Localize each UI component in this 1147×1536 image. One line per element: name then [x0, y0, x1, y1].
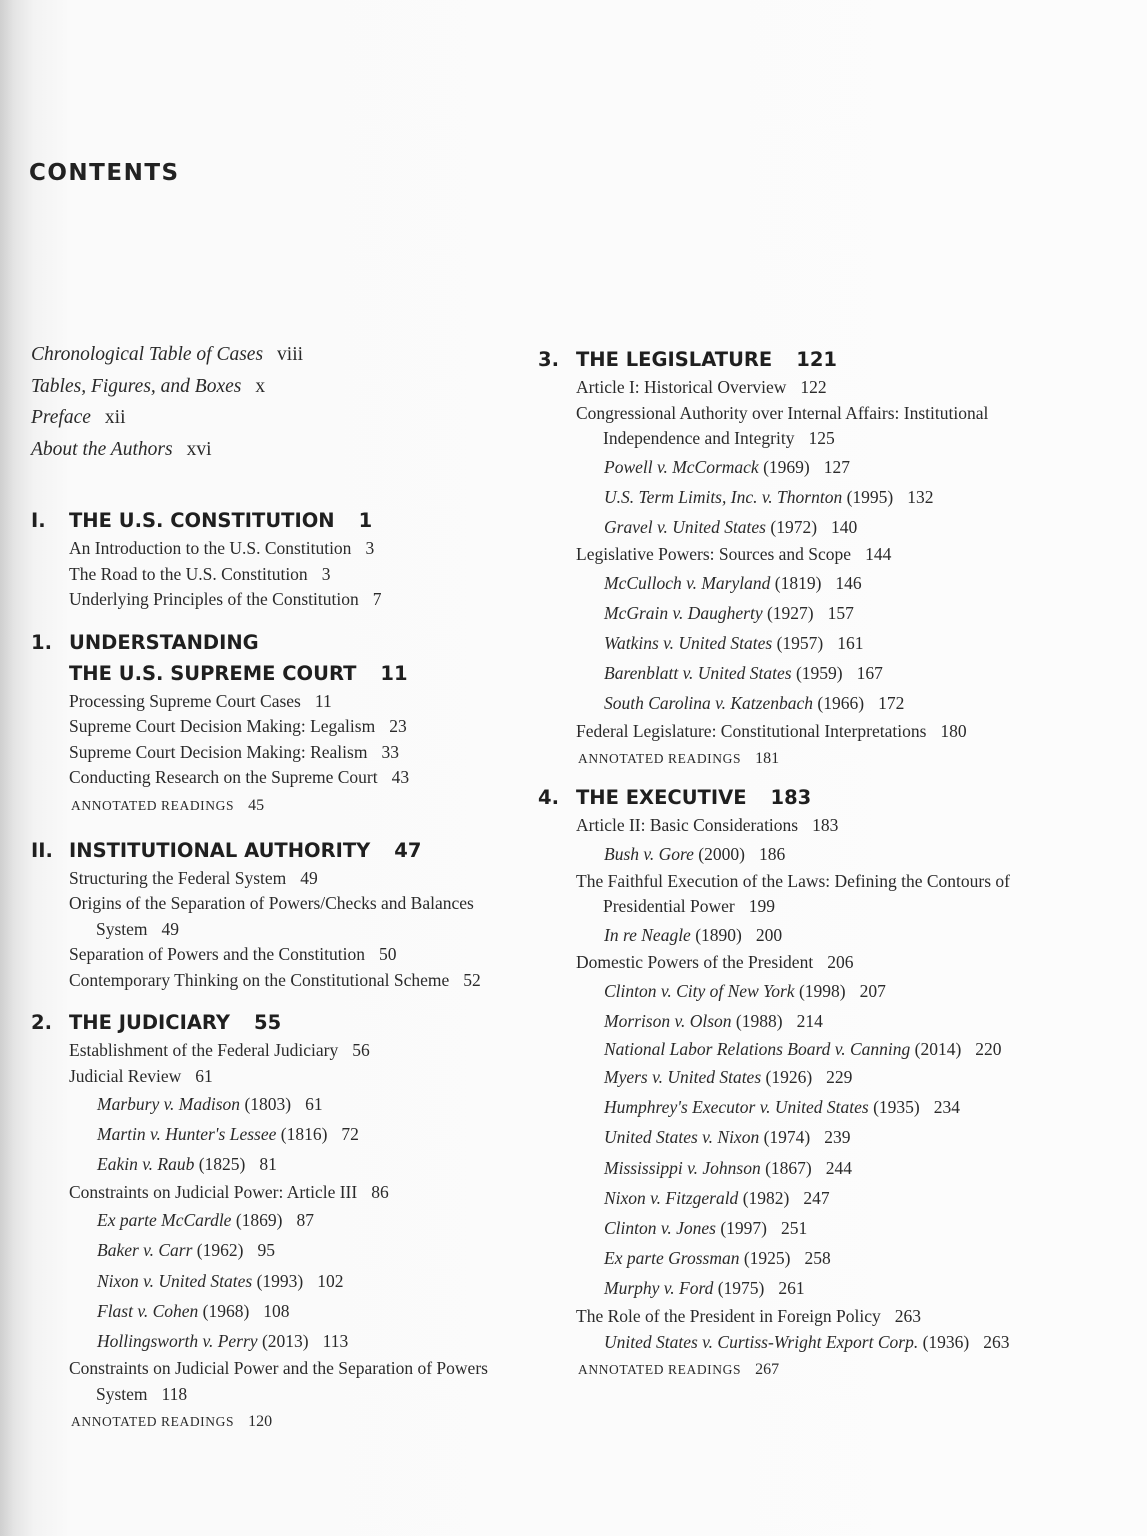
- page-number: 146: [835, 572, 862, 593]
- page-number: 45: [248, 796, 265, 814]
- case-name: Clinton v. City of New York: [604, 980, 795, 1001]
- toc-right-column: [538, 344, 1038, 1385]
- case-name: Gravel v. United States: [604, 516, 766, 537]
- toc-entry: [538, 375, 1038, 401]
- case-entry: [31, 1119, 521, 1149]
- page-number: 199: [748, 896, 775, 917]
- case-entry: [31, 1089, 521, 1119]
- case-year: (2013): [261, 1330, 309, 1351]
- case-entry: [538, 1006, 1038, 1036]
- toc-entry: [31, 562, 521, 588]
- entry-label: The Role of the President in Foreign Policy: [576, 1305, 881, 1326]
- case-name: Mississippi v. Johnson: [604, 1157, 761, 1178]
- page-number: 11: [380, 661, 408, 685]
- case-year: (2014): [914, 1038, 962, 1059]
- case-name: In re Neagle: [604, 924, 691, 945]
- case-year: (2000): [698, 843, 745, 864]
- toc-entry: [31, 891, 521, 942]
- entry-label: The Road to the U.S. Constitution: [69, 563, 308, 584]
- page-number: 86: [371, 1181, 389, 1202]
- part-II-section: [31, 835, 521, 994]
- page-number: 55: [254, 1011, 282, 1034]
- case-entry: [538, 1183, 1038, 1213]
- toc-entry: [31, 536, 521, 562]
- case-name: Barenblatt v. United States: [604, 663, 792, 684]
- page-number: 113: [322, 1330, 349, 1351]
- chapter-1-section: [31, 627, 521, 821]
- section-heading: [31, 505, 521, 536]
- case-name: Baker v. Carr: [97, 1240, 193, 1261]
- annotated-label: ANNOTATED READINGS: [578, 1362, 742, 1378]
- toc-entry: [31, 1038, 521, 1064]
- toc-entry: [31, 714, 521, 740]
- case-year: (1995): [846, 486, 894, 507]
- page-number: 144: [865, 544, 892, 565]
- case-year: (1997): [720, 1217, 767, 1238]
- page-number: viii: [277, 344, 304, 365]
- toc-entry: [538, 542, 1038, 568]
- case-year: (1993): [256, 1270, 304, 1291]
- case-year: (1966): [817, 693, 865, 714]
- toc-entry: [538, 869, 1038, 920]
- page-number: 244: [825, 1157, 852, 1178]
- section-number: 4.: [538, 786, 559, 810]
- page-number: 125: [808, 428, 835, 448]
- toc-entry: [31, 968, 521, 994]
- case-name: Murphy v. Ford: [604, 1278, 714, 1299]
- case-entry: [538, 688, 1038, 718]
- case-year: (1969): [763, 456, 810, 477]
- page-number: 120: [248, 1413, 273, 1431]
- case-name: Martin v. Hunter's Lessee: [97, 1124, 277, 1145]
- page-number: 81: [259, 1154, 277, 1175]
- page-number: 263: [894, 1305, 921, 1326]
- page-number: 214: [796, 1010, 823, 1031]
- toc-entry: [31, 1180, 521, 1206]
- case-year: (1890): [695, 924, 742, 945]
- section-title: INSTITUTIONAL AUTHORITY: [69, 838, 371, 862]
- page-number: xvi: [186, 438, 212, 460]
- entry-label: Contemporary Thinking on the Constitutional Scheme: [69, 969, 450, 990]
- case-year: (1927): [766, 602, 814, 623]
- case-entry: [538, 452, 1038, 482]
- page-number: 61: [305, 1094, 323, 1114]
- entry-label: The Faithful Execution of the Laws: Defining the Contours of Presidential Power: [576, 870, 1011, 917]
- page-number: 47: [394, 838, 422, 862]
- case-name: Ex parte Grossman: [604, 1248, 740, 1269]
- case-entry: [538, 1213, 1038, 1243]
- case-year: (1968): [202, 1300, 250, 1321]
- page-number: 234: [933, 1097, 960, 1118]
- annotated-label: ANNOTATED READINGS: [71, 1414, 235, 1430]
- page-number: 49: [300, 867, 318, 888]
- case-year: (1935): [873, 1097, 920, 1118]
- case-name: Ex parte McCardle: [97, 1210, 232, 1231]
- entry-label: An Introduction to the U.S. Constitution: [69, 538, 352, 558]
- page-number: 200: [755, 924, 783, 945]
- case-name: Myers v. United States: [604, 1066, 762, 1087]
- page-number: 102: [317, 1270, 344, 1291]
- front-matter-item: [31, 339, 521, 371]
- page-number: 186: [758, 843, 786, 864]
- page-number: 206: [827, 952, 854, 973]
- entry-label: Article II: Basic Considerations: [576, 815, 799, 836]
- toc-entry: [31, 765, 521, 791]
- toc-entry: [31, 942, 521, 968]
- toc-entry: [538, 813, 1038, 839]
- case-entry: [538, 658, 1038, 688]
- case-entry: [538, 1329, 1038, 1355]
- section-heading: [31, 835, 521, 866]
- toc-entry: [538, 719, 1038, 745]
- front-matter-label: Chronological Table of Cases: [31, 344, 264, 365]
- section-number: 2.: [31, 1011, 52, 1034]
- case-entry: [538, 598, 1038, 628]
- section-number: I.: [31, 509, 46, 532]
- case-year: (1982): [742, 1187, 790, 1208]
- case-entry: [31, 1149, 521, 1179]
- case-entry: [538, 1153, 1038, 1183]
- page-number: 261: [778, 1278, 805, 1299]
- case-name: Clinton v. Jones: [604, 1217, 716, 1238]
- chapter-3-section: [538, 344, 1038, 774]
- section-title: THE EXECUTIVE: [576, 786, 747, 810]
- case-year: (1959): [795, 663, 843, 684]
- case-entry: [538, 628, 1038, 658]
- part-I-section: [31, 505, 521, 613]
- page-number: 43: [391, 767, 410, 787]
- section-number: 1.: [31, 630, 52, 654]
- case-entry: [538, 482, 1038, 512]
- front-matter-label: Preface: [31, 407, 91, 428]
- page-number: 172: [878, 693, 905, 714]
- case-year: (1998): [798, 980, 846, 1001]
- entry-label: Structuring the Federal System: [69, 867, 287, 888]
- front-matter-item: [31, 402, 521, 434]
- case-entry: [31, 1266, 521, 1296]
- page-number: 11: [314, 690, 332, 711]
- case-year: (1936): [922, 1332, 970, 1353]
- entry-label: Constraints on Judicial Power: Article III: [69, 1181, 358, 1202]
- toc-entry: [31, 1356, 521, 1407]
- annotated-readings: [31, 1407, 521, 1437]
- entry-label: Processing Supreme Court Cases: [69, 690, 301, 711]
- toc-entry: [31, 587, 521, 613]
- section-title: THE U.S. CONSTITUTION: [69, 509, 335, 532]
- section-number: 3.: [538, 348, 559, 371]
- page-number: 207: [859, 980, 886, 1001]
- entry-label: Congressional Authority over Internal Affairs: Institutional Independence and Integrity: [576, 402, 989, 448]
- entry-label: Conducting Research on the Supreme Court: [69, 767, 378, 787]
- case-name: Marbury v. Madison: [97, 1094, 241, 1114]
- case-entry: [538, 1122, 1038, 1152]
- toc-entry: [31, 1064, 521, 1090]
- front-matter-item: [31, 371, 521, 403]
- page-number: 161: [837, 633, 864, 654]
- page-number: 1: [358, 509, 373, 532]
- case-entry: [538, 512, 1038, 542]
- case-entry: [538, 1036, 1038, 1062]
- page-number: 258: [804, 1248, 831, 1269]
- page-number: 7: [372, 589, 382, 609]
- case-name: Flast v. Cohen: [97, 1300, 199, 1321]
- case-name: United States v. Nixon: [604, 1127, 760, 1148]
- entry-label: Supreme Court Decision Making: Realism: [69, 741, 368, 762]
- page-number: 251: [780, 1217, 808, 1238]
- toc-left-column: [31, 339, 521, 1437]
- page-number: 183: [770, 786, 812, 810]
- section-title: THE LEGISLATURE: [576, 348, 773, 371]
- front-matter-label: Tables, Figures, and Boxes: [31, 375, 242, 397]
- entry-label: Separation of Powers and the Constitution: [69, 944, 366, 964]
- page-number: 157: [827, 602, 854, 623]
- page-number: 56: [352, 1040, 370, 1060]
- annotated-readings: [538, 744, 1038, 774]
- page-number: 52: [463, 969, 481, 990]
- entry-label: Underlying Principles of the Constitution: [69, 589, 359, 609]
- page-number: xii: [104, 407, 126, 428]
- section-heading: [538, 344, 1038, 375]
- section-heading: [538, 782, 1038, 813]
- case-name: Watkins v. United States: [604, 633, 773, 654]
- case-year: (1975): [717, 1278, 765, 1299]
- case-name: Powell v. McCormack: [604, 456, 759, 477]
- page-number: 23: [389, 716, 407, 736]
- toc-entry: [538, 401, 1038, 452]
- case-name: Hollingsworth v. Perry: [97, 1330, 258, 1351]
- page-title: CONTENTS: [29, 160, 180, 186]
- page-number: 121: [796, 348, 837, 371]
- page-number: 3: [365, 538, 375, 558]
- page-number: 127: [823, 456, 850, 477]
- entry-label: Article I: Historical Overview: [576, 377, 787, 397]
- case-name: Eakin v. Raub: [97, 1154, 195, 1175]
- page-number: 61: [195, 1065, 213, 1086]
- chapter-2-section: [31, 1007, 521, 1437]
- section-heading: [31, 1007, 521, 1038]
- case-entry: [538, 568, 1038, 598]
- entry-label: Federal Legislature: Constitutional Interpretations: [576, 720, 927, 741]
- page-number: 118: [161, 1383, 188, 1404]
- page-number: 263: [983, 1332, 1010, 1353]
- front-matter-label: About the Authors: [31, 438, 173, 460]
- page-number: 50: [379, 944, 397, 964]
- page-number: 132: [907, 486, 934, 507]
- annotated-label: ANNOTATED READINGS: [71, 797, 235, 813]
- page-number: 229: [826, 1066, 853, 1087]
- case-entry: [538, 1243, 1038, 1273]
- case-entry: [31, 1326, 521, 1356]
- entry-label: Establishment of the Federal Judiciary: [69, 1040, 339, 1060]
- case-year: (1925): [743, 1248, 791, 1269]
- entry-label: Supreme Court Decision Making: Legalism: [69, 716, 376, 736]
- annotated-readings: [31, 791, 521, 821]
- case-entry: [538, 920, 1038, 950]
- case-entry: [538, 839, 1038, 869]
- page-number: 183: [812, 815, 839, 836]
- case-name: Nixon v. Fitzgerald: [604, 1187, 739, 1208]
- case-year: (1957): [776, 633, 824, 654]
- toc-entry: [538, 1304, 1038, 1330]
- entry-label: Constraints on Judicial Power and the Separation of Powers System: [69, 1358, 488, 1404]
- section-title: THE U.S. SUPREME COURT: [69, 661, 357, 685]
- case-year: (1926): [765, 1066, 813, 1087]
- case-name: National Labor Relations Board v. Canning: [604, 1038, 911, 1059]
- page-number: 140: [831, 516, 858, 537]
- case-year: (1825): [198, 1154, 246, 1175]
- entry-label: Judicial Review: [69, 1065, 182, 1086]
- page-number: x: [255, 375, 266, 397]
- toc-entry: [31, 689, 521, 715]
- case-year: (1816): [280, 1124, 328, 1145]
- chapter-4-section: [538, 782, 1038, 1385]
- toc-entry: [538, 950, 1038, 976]
- entry-label: Origins of the Separation of Powers/Checks and Balances System: [69, 893, 474, 939]
- page-number: 72: [341, 1124, 359, 1145]
- case-entry: [538, 1062, 1038, 1092]
- toc-entry: [31, 740, 521, 766]
- annotated-label: ANNOTATED READINGS: [578, 751, 742, 767]
- section-title: UNDERSTANDING: [69, 630, 259, 654]
- case-year: (1867): [765, 1157, 812, 1178]
- section-heading: [31, 627, 521, 689]
- case-name: U.S. Term Limits, Inc. v. Thornton: [604, 486, 843, 507]
- section-title: THE JUDICIARY: [69, 1011, 230, 1034]
- page-number: 247: [803, 1187, 830, 1208]
- page-number: 267: [755, 1361, 780, 1379]
- case-name: Bush v. Gore: [604, 843, 694, 864]
- case-year: (1962): [196, 1240, 244, 1261]
- page-number: 239: [824, 1127, 851, 1148]
- case-name: Humphrey's Executor v. United States: [604, 1097, 869, 1118]
- case-entry: [538, 1092, 1038, 1122]
- page-number: 3: [321, 563, 331, 584]
- page-number: 167: [856, 663, 883, 684]
- case-name: United States v. Curtiss-Wright Export Corp.: [604, 1332, 919, 1353]
- section-number: II.: [31, 838, 53, 862]
- page-number: 181: [755, 750, 780, 768]
- case-entry: [31, 1205, 521, 1235]
- page-number: 87: [296, 1210, 314, 1231]
- page-number: 95: [257, 1240, 275, 1261]
- case-name: McGrain v. Daugherty: [604, 602, 763, 623]
- page-number: 108: [263, 1300, 290, 1321]
- annotated-readings: [538, 1355, 1038, 1385]
- front-matter-list: [31, 339, 521, 465]
- page-number: 33: [381, 741, 399, 762]
- entry-label: Legislative Powers: Sources and Scope: [576, 544, 852, 565]
- toc-entry: [31, 866, 521, 892]
- case-entry: [31, 1296, 521, 1326]
- entry-label: Domestic Powers of the President: [576, 952, 814, 973]
- case-year: (1819): [774, 572, 822, 593]
- case-entry: [538, 1273, 1038, 1303]
- page-number: 180: [940, 720, 967, 741]
- page-number: 220: [975, 1038, 1002, 1059]
- case-year: (1869): [235, 1210, 283, 1231]
- case-year: (1803): [244, 1094, 292, 1114]
- front-matter-item: [31, 434, 521, 466]
- case-year: (1974): [763, 1127, 811, 1148]
- case-year: (1972): [770, 516, 818, 537]
- page-number: 49: [161, 918, 180, 939]
- case-name: McCulloch v. Maryland: [604, 572, 771, 593]
- case-name: Morrison v. Olson: [604, 1010, 732, 1031]
- case-entry: [31, 1235, 521, 1265]
- case-entry: [538, 976, 1038, 1006]
- case-name: Nixon v. United States: [97, 1270, 253, 1291]
- case-name: South Carolina v. Katzenbach: [604, 693, 814, 714]
- page-number: 122: [800, 377, 827, 397]
- case-year: (1988): [735, 1010, 783, 1031]
